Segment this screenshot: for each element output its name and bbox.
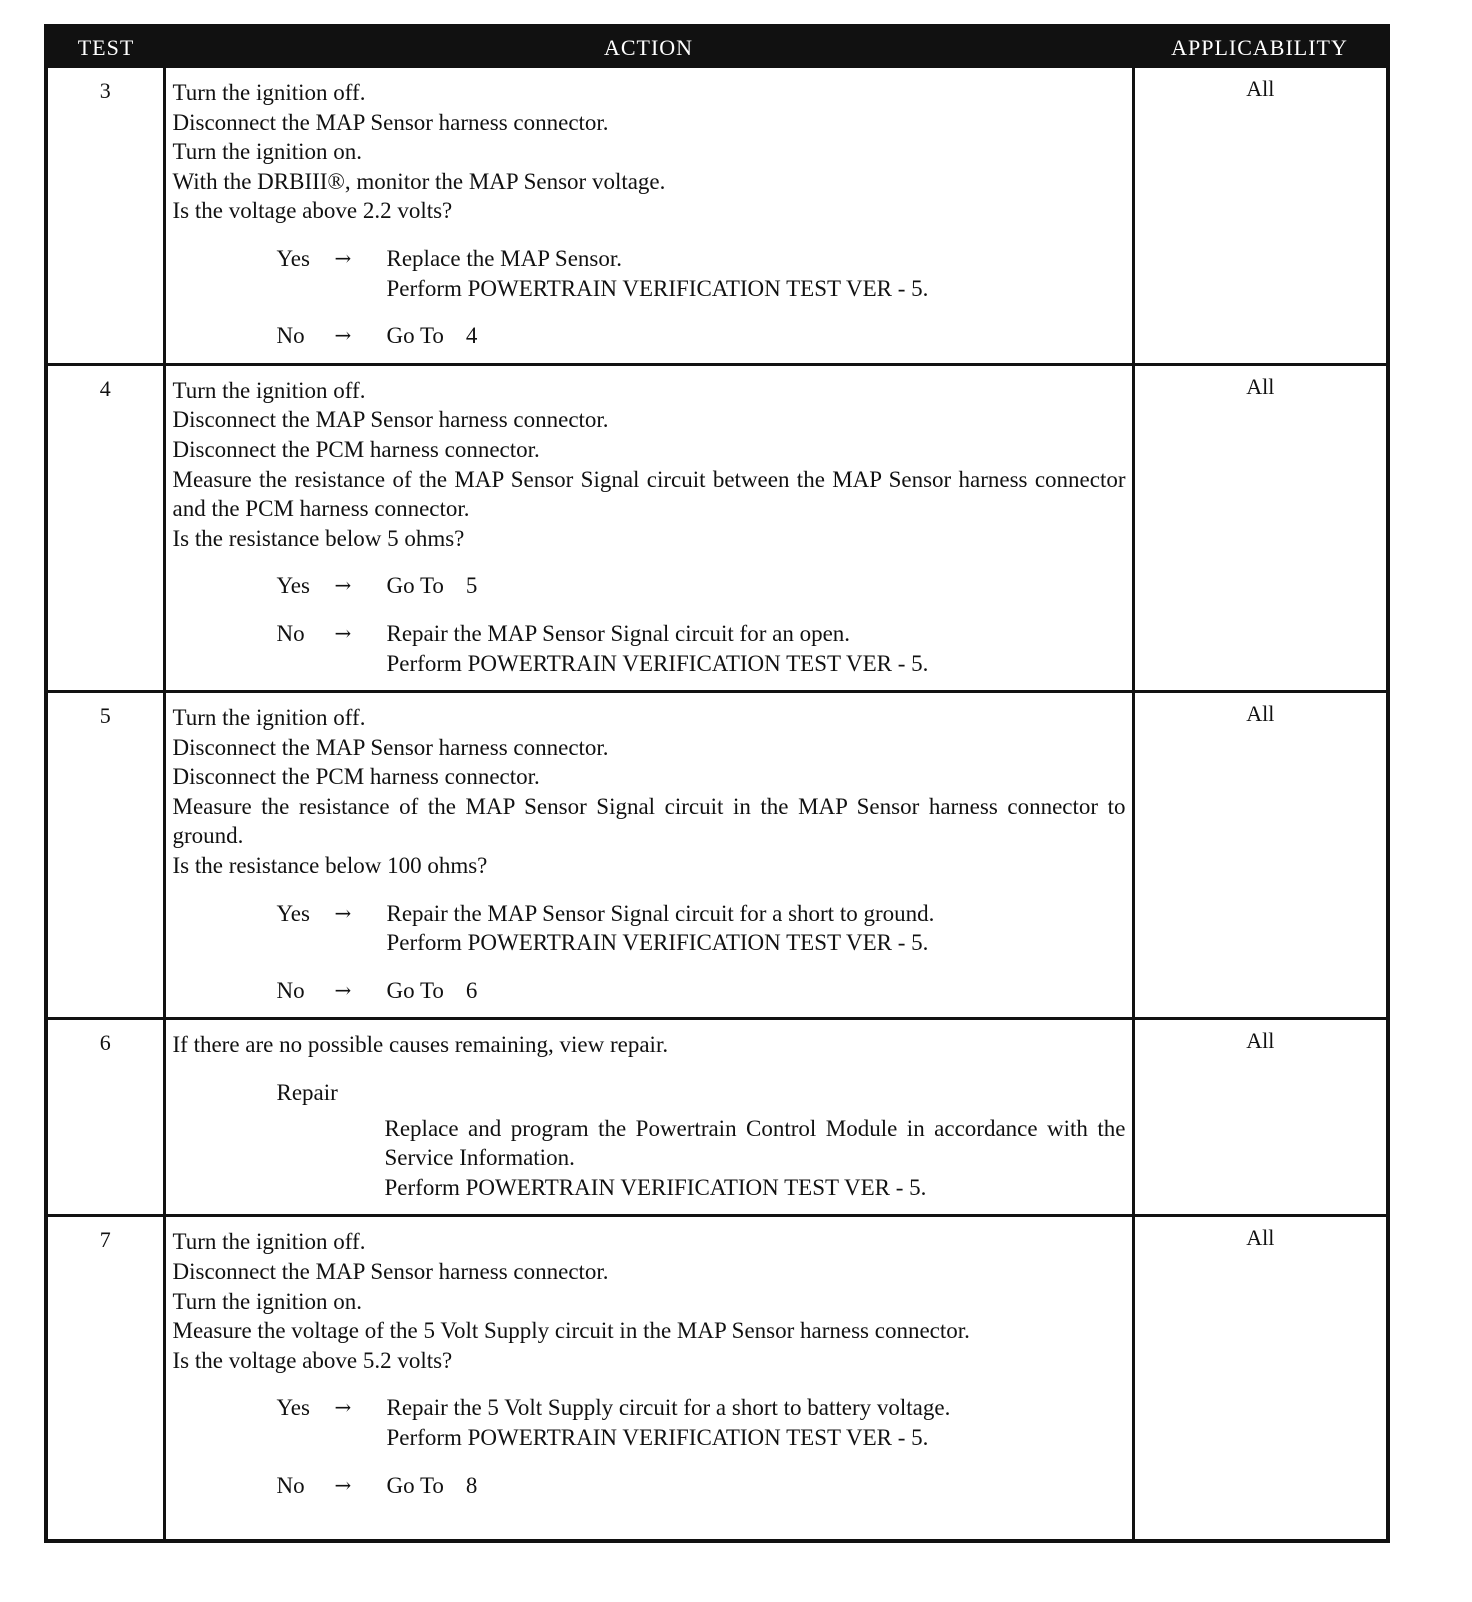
goto-reference [387,321,1126,351]
outcome-line: Perform POWERTRAIN VERIFICATION TEST VER - 5. [386,1424,929,1450]
yes-outcome [277,244,1126,303]
no-outcome [277,1471,1126,1501]
outcome-line: Perform POWERTRAIN VERIFICATION TEST VER - 5. [386,650,929,676]
action-cell [164,68,1133,364]
no-outcome [277,619,1126,678]
table-row [46,1216,1388,1541]
test-number: 5 [46,692,164,1019]
goto-number: 5 [465,573,478,599]
step-text: Disconnect the MAP Sensor harness connector. [172,1259,609,1284]
step-text: Disconnect the PCM harness connector. [172,764,540,790]
step-text: Is the resistance below 100 ohms? [172,853,488,879]
header-applicability: APPLICABILITY [1133,26,1388,68]
goto-reference [387,976,1126,1006]
applicability-value: All [1133,692,1388,1019]
yes-label: Yes [276,900,310,926]
goto-label: Go To [386,1472,444,1498]
applicability-value: All [1133,68,1388,364]
goto-number: 4 [465,323,478,349]
arrow-right-icon: → [334,323,352,348]
step-text: Turn the ignition on. [172,1288,363,1314]
arrow-right-icon: → [334,900,352,925]
step-text: Disconnect the MAP Sensor harness connector. [172,734,609,760]
arrow-right-icon: → [334,1472,352,1497]
step-text: Turn the ignition off. [172,377,366,403]
table-row [46,1019,1388,1216]
applicability-value: All [1133,1216,1388,1541]
step-text: Disconnect the MAP Sensor harness connector. [172,407,609,433]
no-label: No [276,1472,305,1498]
outcome-text [387,899,1126,958]
yes-label: Yes [276,573,310,599]
step-text: Is the voltage above 5.2 volts? [172,1347,453,1373]
arrow-right-icon: → [334,573,352,598]
action-cell [164,692,1133,1019]
goto-label: Go To [386,977,444,1003]
step-text: Disconnect the PCM harness connector. [172,436,540,462]
step-text: Disconnect the MAP Sensor harness connector. [172,109,609,135]
header-action: ACTION [164,26,1133,68]
outcome-text [387,1393,1126,1452]
repair-text [385,1114,1126,1203]
no-label: No [276,620,305,646]
table-row [46,692,1388,1019]
action-cell [164,1216,1133,1541]
test-number: 3 [46,68,164,364]
step-text: With the DRBIII®, monitor the MAP Sensor voltage. [172,168,666,194]
repair-block [277,1078,1126,1202]
outcome-line: Repair the MAP Sensor Signal circuit for an open. [386,620,851,646]
step-text: Turn the ignition off. [172,80,366,105]
step-text: Turn the ignition off. [172,705,366,731]
diagnostic-test-table [44,24,1390,1543]
arrow-right-icon: → [334,1395,352,1420]
table-row [46,68,1388,364]
outcome-line: Perform POWERTRAIN VERIFICATION TEST VER - 5. [386,930,929,956]
arrow-right-icon: → [334,245,352,270]
arrow-right-icon: → [334,977,352,1002]
test-number: 4 [46,364,164,691]
goto-label: Go To [386,573,444,599]
repair-label: Repair [276,1080,338,1106]
header-test: TEST [46,26,164,68]
step-text: If there are no possible causes remaining, view repair. [172,1032,669,1058]
applicability-value: All [1133,364,1388,691]
repair-perform: Perform POWERTRAIN VERIFICATION TEST VER - 5. [384,1174,927,1200]
step-text: Turn the ignition off. [172,1229,366,1255]
action-cell [164,364,1133,691]
goto-reference [387,571,1126,601]
yes-outcome [277,1393,1126,1452]
goto-number: 6 [465,977,478,1003]
yes-outcome [277,571,1126,601]
table-header-row [46,26,1388,68]
outcome-line: Repair the 5 Volt Supply circuit for a short to battery voltage. [386,1395,951,1421]
outcome-line: Replace the MAP Sensor. [386,245,623,271]
repair-instruction: Replace and program the Powertrain Control Module in accordance with the Service Information. [384,1115,1126,1171]
no-label: No [276,977,305,1003]
table-row [46,364,1388,691]
outcome-line: Repair the MAP Sensor Signal circuit for a short to ground. [386,900,935,926]
step-text: Measure the resistance of the MAP Sensor Signal circuit in the MAP Sensor harness connector to ground. [172,793,1126,849]
step-text: Is the resistance below 5 ohms? [172,525,465,551]
arrow-right-icon: → [334,620,352,645]
outcome-line: Perform POWERTRAIN VERIFICATION TEST VER - 5. [386,275,929,301]
yes-label: Yes [276,1395,310,1421]
no-outcome [277,976,1126,1006]
step-text: Is the voltage above 2.2 volts? [172,198,453,224]
test-number: 7 [46,1216,164,1541]
yes-label: Yes [276,245,310,271]
goto-number: 8 [465,1472,478,1498]
step-text: Turn the ignition on. [172,139,363,165]
step-text: Measure the voltage of the 5 Volt Supply circuit in the MAP Sensor harness connector. [172,1318,970,1344]
goto-label: Go To [386,323,444,349]
action-cell [164,1019,1133,1216]
step-text: Measure the resistance of the MAP Sensor Signal circuit between the MAP Sensor harness connector and the PCM harness connector. [172,466,1126,522]
outcome-text [387,619,1126,678]
applicability-value: All [1133,1019,1388,1216]
yes-outcome [277,899,1126,958]
no-outcome [277,321,1126,351]
outcome-text [387,244,1126,303]
no-label: No [276,323,305,349]
test-number: 6 [46,1019,164,1216]
goto-reference [387,1471,1126,1501]
